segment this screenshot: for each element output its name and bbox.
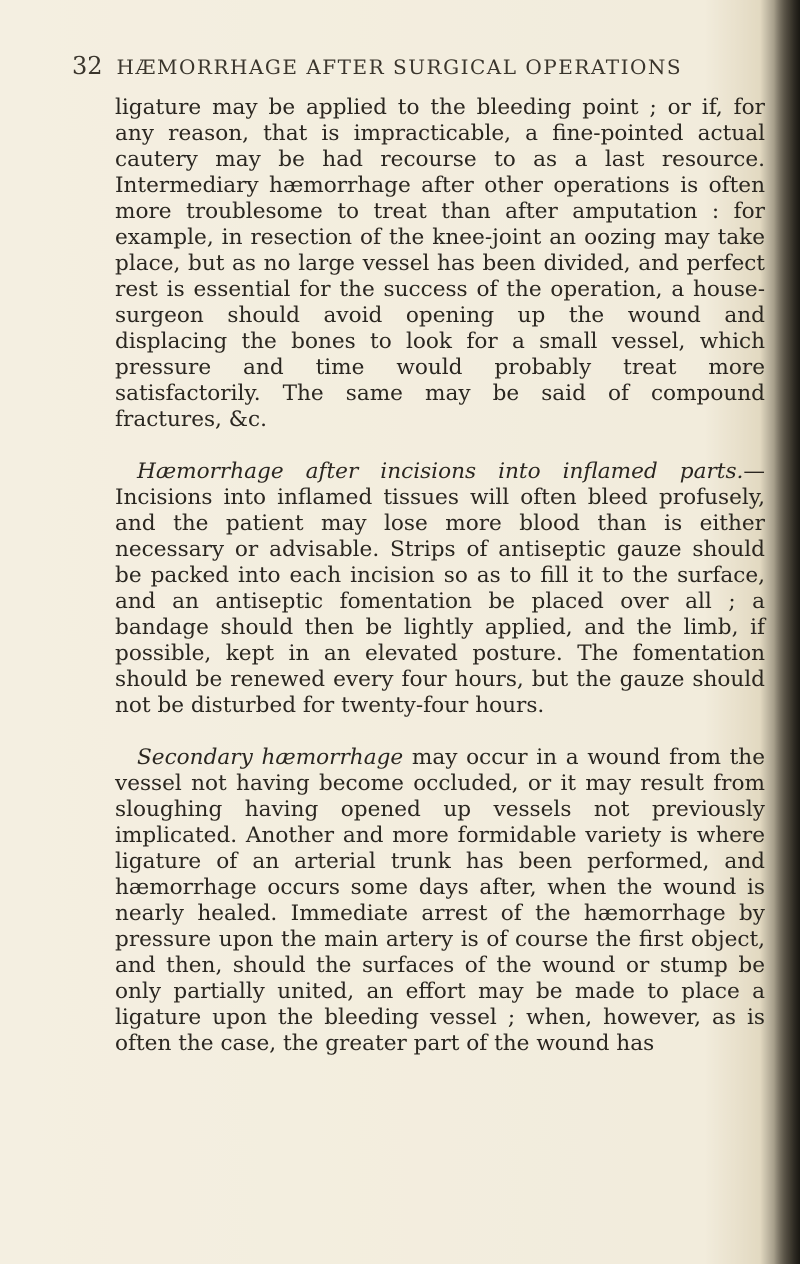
page-edge-shadow (774, 0, 800, 1264)
paragraph-text: ligature may be applied to the bleeding point ; or if, for any reason, that is impracticable, a fine-pointed actual cautery may be had recourse to as a last resource. Intermediary hæmorrhage after other operations is often more troublesome to treat than after amputation : for example, in resection of the knee-joint an oozing may take place, but as no large vessel has been divided, and perfect rest is essential for the success of the operation, a house-surgeon should avoid opening up the wound and displacing the bones to look for a small vessel, which pressure and time would probably treat more satisfactorily. The same may be said of compound fractures, &c. (115, 95, 765, 432)
paragraph-text: may occur in a wound from the vessel not having become occluded, or it may result from sloughing having opened up vessels not previously implicated. Another and more formidable variety is where ligature of an arterial trunk has been performed, and hæmorrhage occurs some days after, when the wound is nearly healed. Immediate arrest of the hæmorrhage by pressure upon the main artery is of course the first object, and then, should the surfaces of the wound or stump be only partially united, an effort may be made to place a ligature upon the bleeding vessel ; when, however, as is often the case, the greater part of the wound has (115, 745, 765, 1056)
paragraph-inflamed-parts (115, 459, 765, 719)
paragraph-secondary-haemorrhage (115, 745, 765, 1057)
running-title: HÆMORRHAGE AFTER SURGICAL OPERATIONS (116, 55, 683, 79)
paragraph-lead: Hæmorrhage after incisions into inflamed parts. (137, 459, 744, 484)
paragraph-lead: Secondary hæmorrhage (137, 745, 404, 770)
body-text (115, 95, 765, 1057)
paragraph-continuation (115, 95, 765, 433)
running-header (72, 52, 772, 80)
page-number: 32 (72, 52, 103, 80)
paragraph-text: — Incisions into inflamed tissues will often bleed profusely, and the patient may lose more blood than is either necessary or advisable. Strips of antiseptic gauze should be packed into each incision so as to fill it to the surface, and an antiseptic fomentation be placed over all ; a bandage should then be lightly applied, and the limb, if possible, kept in an elevated posture. The fomentation should be renewed every four hours, but the gauze should not be disturbed for twenty-four hours. (115, 459, 765, 718)
